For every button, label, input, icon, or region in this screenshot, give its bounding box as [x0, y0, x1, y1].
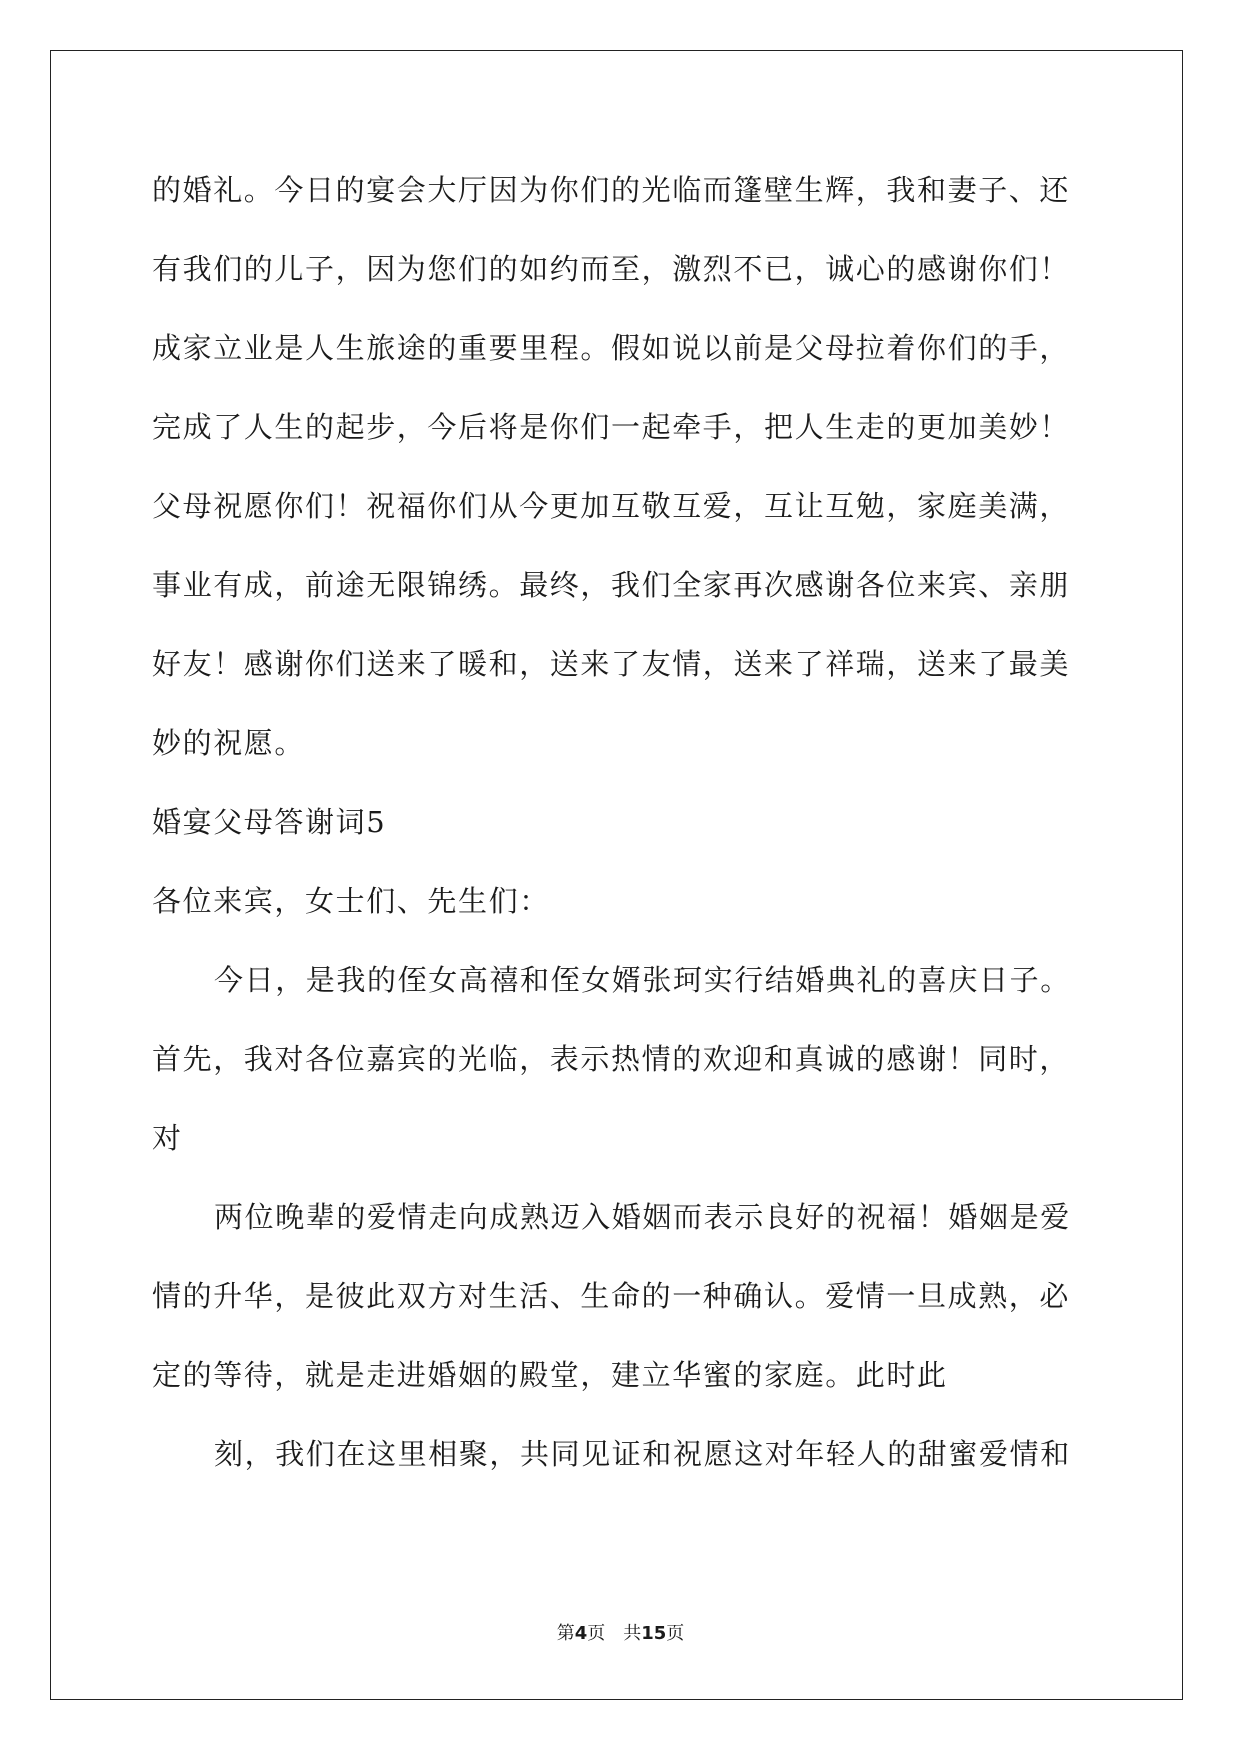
section-heading: 婚宴父母答谢词5: [152, 805, 387, 839]
text-line: 事业有成，前途无限锦绣。最终，我们全家再次感谢各位来宾、亲朋: [152, 568, 1071, 602]
text-line: 对: [152, 1121, 183, 1155]
text-line: 的婚礼。今日的宴会大厅因为你们的光临而篷壁生辉，我和妻子、还: [152, 173, 1071, 207]
total-prefix: 共: [623, 1623, 642, 1644]
text-line: 今日，是我的侄女高禧和侄女婿张珂实行结婚典礼的喜庆日子。: [214, 963, 1071, 997]
text-line: 首先，我对各位嘉宾的光临，表示热情的欢迎和真诚的感谢！同时，: [152, 1042, 1071, 1076]
page-suffix: 页: [587, 1623, 606, 1644]
text-line: 刻，我们在这里相聚，共同见证和祝愿这对年轻人的甜蜜爱情和: [214, 1437, 1071, 1471]
text-line: 情的升华，是彼此双方对生活、生命的一种确认。爱情一旦成熟，必: [152, 1279, 1071, 1313]
text-line: 妙的祝愿。: [152, 726, 306, 760]
text-line: 完成了人生的起步，今后将是你们一起牵手，把人生走的更加美妙！: [152, 410, 1071, 444]
total-suffix: 页: [666, 1623, 685, 1644]
page-footer: [0, 1622, 1241, 1646]
text-line: 好友！感谢你们送来了暖和，送来了友情，送来了祥瑞，送来了最美: [152, 647, 1071, 681]
page-prefix: 第: [556, 1623, 575, 1644]
text-line: 有我们的儿子，因为您们的如约而至，激烈不已，诚心的感谢你们！: [152, 252, 1071, 286]
text-line: 父母祝愿你们！祝福你们从今更加互敬互爱，互让互勉，家庭美满，: [152, 489, 1071, 523]
text-line: 成家立业是人生旅途的重要里程。假如说以前是父母拉着你们的手，: [152, 331, 1071, 365]
page-number: 4: [574, 1623, 588, 1644]
text-line: 定的等待，就是走进婚姻的殿堂，建立华蜜的家庭。此时此: [152, 1358, 948, 1392]
salutation: 各位来宾，女士们、先生们：: [152, 884, 550, 918]
text-line: 两位晚辈的爱情走向成熟迈入婚姻而表示良好的祝福！婚姻是爱: [214, 1200, 1071, 1234]
total-pages: 15: [641, 1623, 667, 1644]
